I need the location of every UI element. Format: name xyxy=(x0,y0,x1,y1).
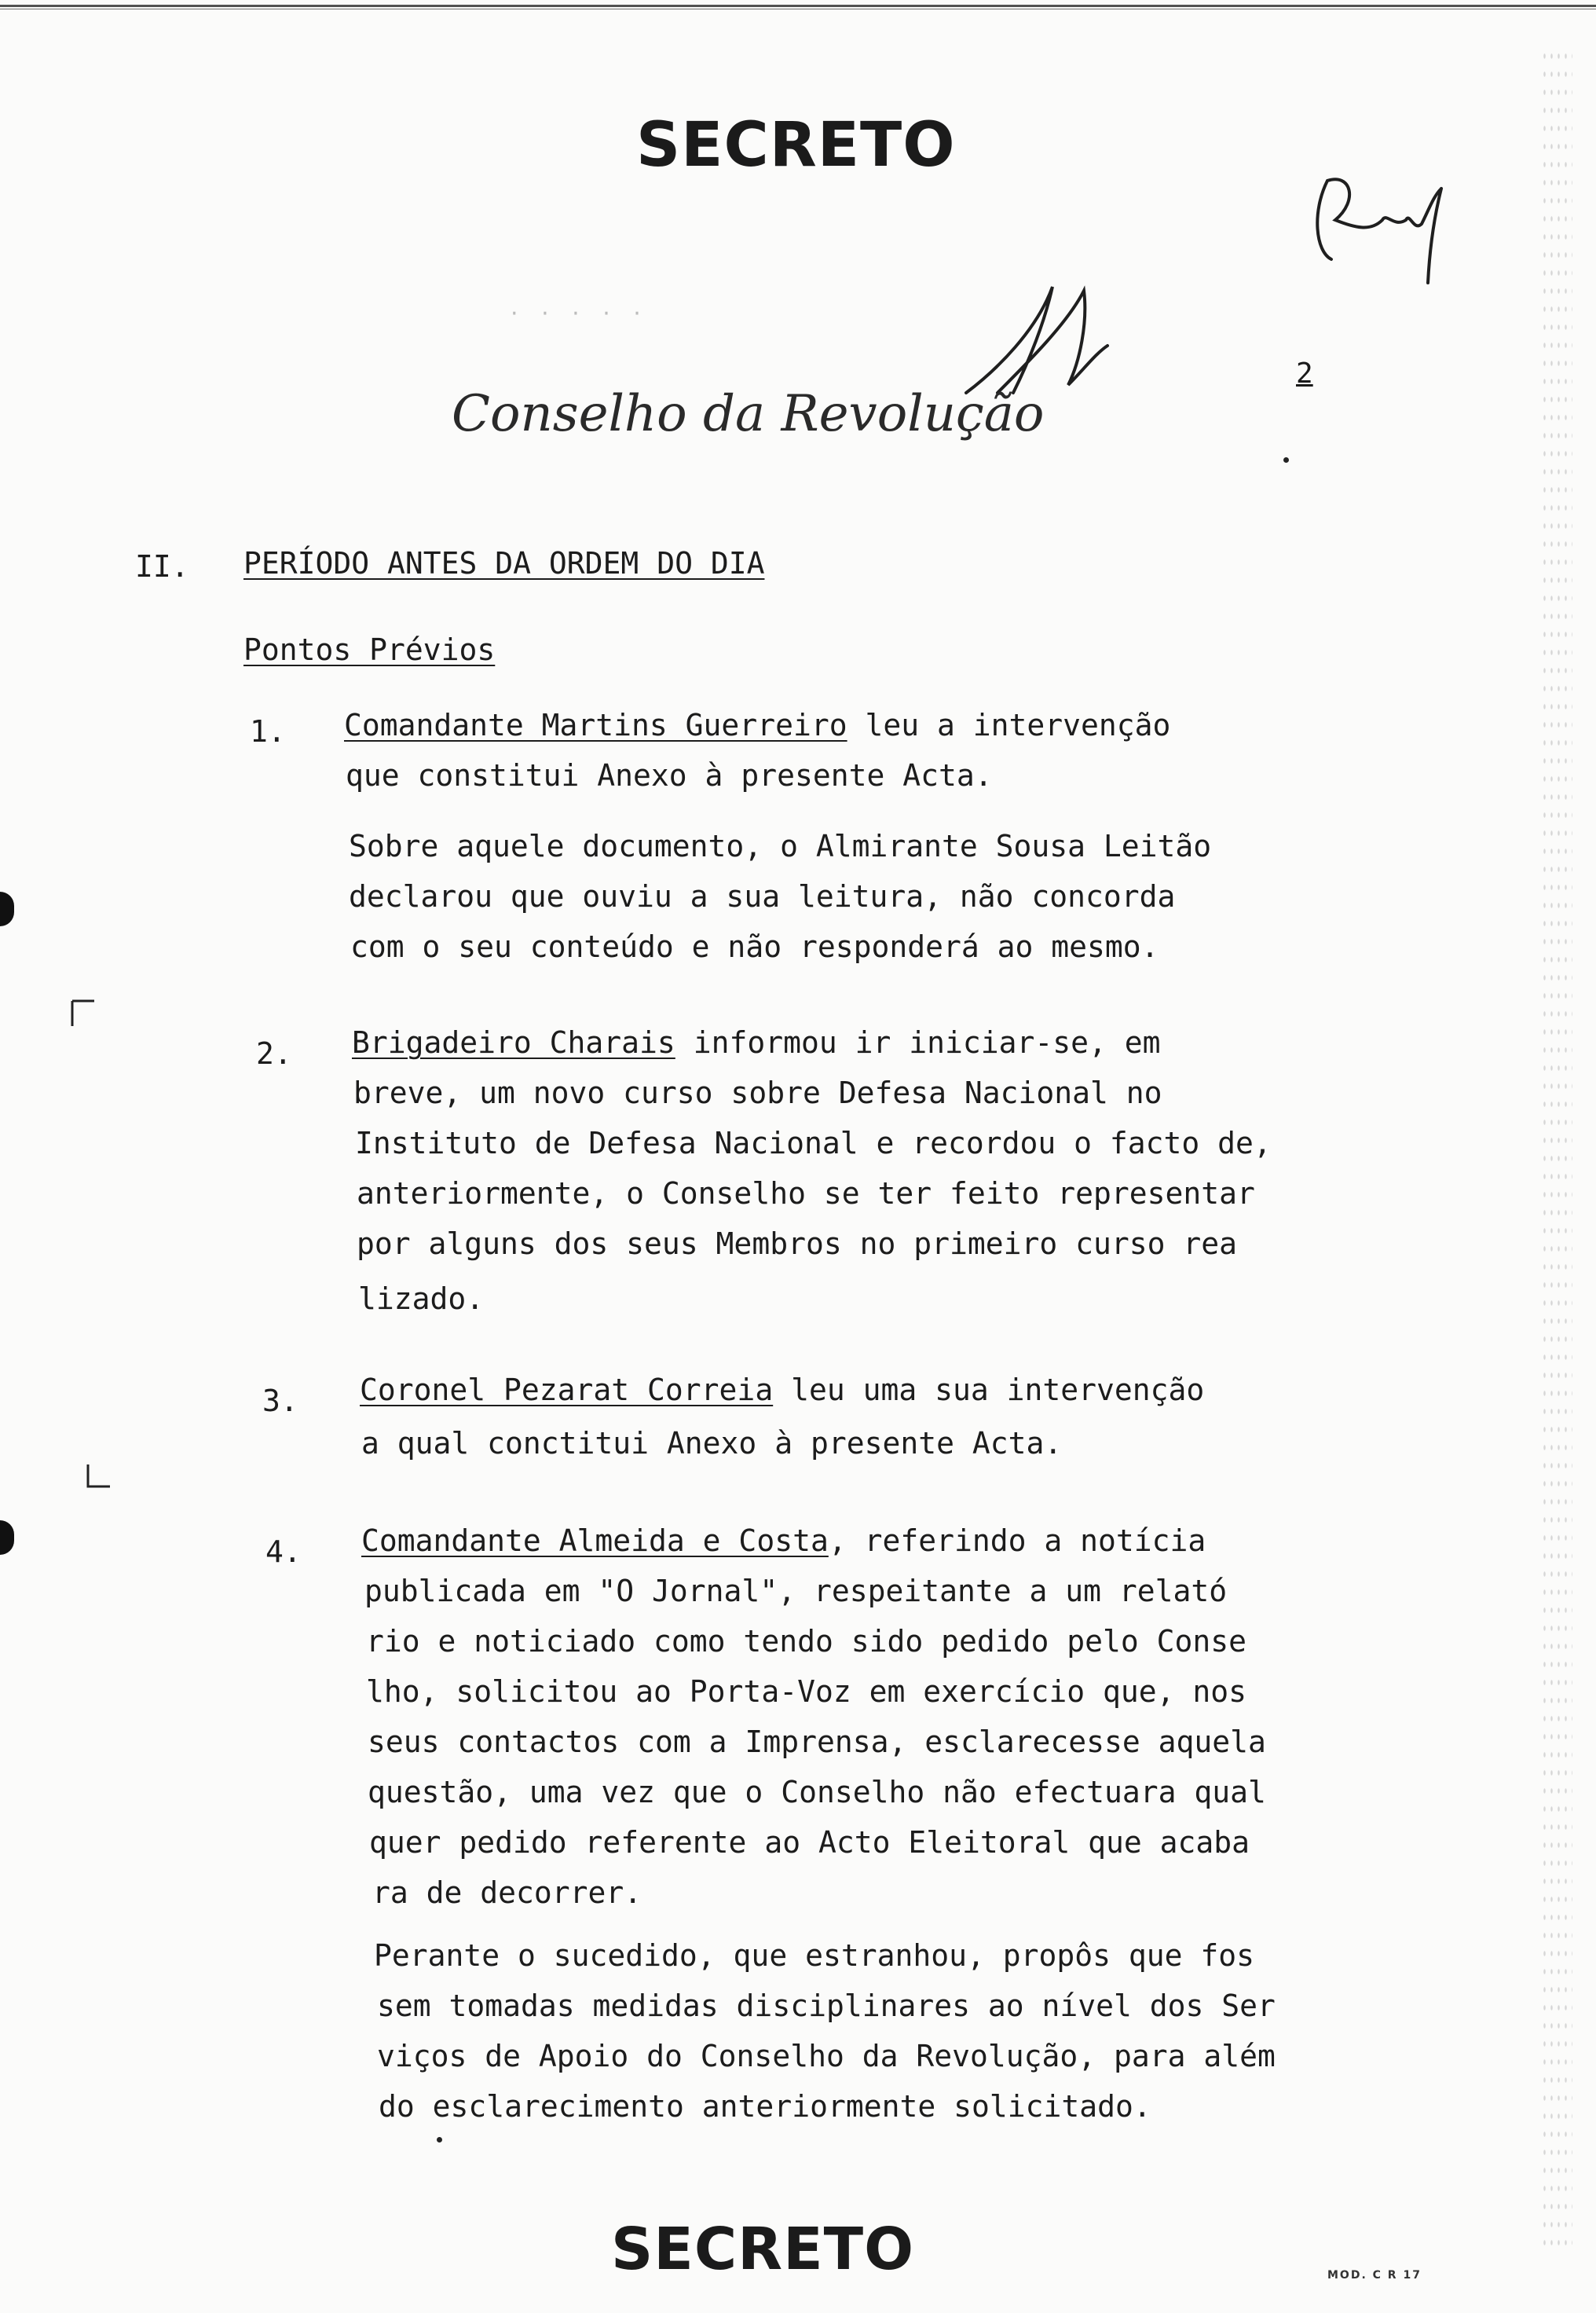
item-1-speaker: Comandante Martins Guerreiro xyxy=(344,708,847,742)
punch-hole xyxy=(0,892,14,926)
item-4-cont-1: Perante o sucedido, que estranhou, propôs que fos xyxy=(374,1938,1255,1973)
punch-hole xyxy=(0,1520,14,1555)
item-1-cont-2: declarou que ouviu a sua leitura, não concorda xyxy=(349,879,1176,914)
classification-stamp-top: SECRETO xyxy=(636,110,956,181)
item-3-line-2: a qual conctitui Anexo à presente Acta. xyxy=(361,1426,1063,1461)
scan-edge-right xyxy=(1541,47,1572,2247)
item-2-speaker: Brigadeiro Charais xyxy=(352,1025,675,1060)
item-4-line-7: quer pedido referente ao Acto Eleitoral que acaba xyxy=(369,1825,1250,1860)
signature-initials-right xyxy=(1296,157,1453,291)
item-2-line-6: lizado. xyxy=(358,1281,485,1316)
margin-bracket-top xyxy=(68,998,99,1029)
item-3-number: 3. xyxy=(262,1384,298,1418)
item-2-line-2: breve, um novo curso sobre Defesa Nacional no xyxy=(353,1076,1162,1110)
item-4-speaker: Comandante Almeida e Costa xyxy=(361,1523,829,1558)
item-1-cont-3: com o seu conteúdo e não responderá ao mesmo. xyxy=(350,929,1159,964)
scan-edge-top xyxy=(0,5,1596,11)
item-4-line-8: ra de decorrer. xyxy=(372,1875,642,1910)
item-2-line-3: Instituto de Defesa Nacional e recordou o facto de, xyxy=(355,1126,1272,1160)
section-title: PERÍODO ANTES DA ORDEM DO DIA xyxy=(243,546,765,581)
item-1-cont-1: Sobre aquele documento, o Almirante Sousa Leitão xyxy=(349,829,1212,863)
letterhead-title: Conselho da Revolução xyxy=(452,385,1045,443)
item-4-cont-2: sem tomadas medidas disciplinares ao nível dos Ser xyxy=(377,1989,1276,2023)
faint-stamp-mark: · · · · · xyxy=(511,300,649,328)
item-4-line-4: lho, solicitou ao Porta-Voz em exercício que, nos xyxy=(366,1674,1247,1709)
item-4-line-2: publicada em "O Jornal", respeitante a um relató xyxy=(364,1574,1228,1608)
item-2-line-5: por alguns dos seus Membros no primeiro curso rea xyxy=(357,1226,1238,1261)
page-number: 2 xyxy=(1296,357,1313,390)
section-subtitle: Pontos Prévios xyxy=(243,632,496,667)
item-4-cont-3: viços de Apoio do Conselho da Revolução, para além xyxy=(377,2039,1276,2073)
item-2-line-1: Brigadeiro Charais informou ir iniciar-se, em xyxy=(352,1025,1161,1060)
item-2-number: 2. xyxy=(256,1036,292,1071)
item-4-number: 4. xyxy=(265,1534,302,1569)
form-code: MOD. C R 17 xyxy=(1327,2269,1422,2282)
speck xyxy=(1283,457,1289,463)
item-1-line-1: Comandante Martins Guerreiro leu a intervenção xyxy=(344,708,1171,742)
item-1-number: 1. xyxy=(250,714,286,749)
item-3-speaker: Coronel Pezarat Correia xyxy=(360,1373,774,1407)
item-4-line-1: Comandante Almeida e Costa, referindo a notícia xyxy=(361,1523,1206,1558)
margin-bracket-bottom xyxy=(83,1461,115,1493)
item-4-cont-4: do esclarecimento anteriormente solicitado. xyxy=(379,2089,1151,2124)
item-4-line-3: rio e noticiado como tendo sido pedido pelo Conse xyxy=(366,1624,1247,1659)
item-1-line-2: que constitui Anexo à presente Acta. xyxy=(346,758,993,793)
item-4-line-5: seus contactos com a Imprensa, esclarecesse aquela xyxy=(368,1725,1266,1759)
item-2-line-4: anteriormente, o Conselho se ter feito representar xyxy=(357,1176,1255,1211)
speck xyxy=(437,2137,442,2143)
classification-stamp-bottom: SECRETO xyxy=(611,2216,915,2283)
item-3-line-1: Coronel Pezarat Correia leu uma sua intervenção xyxy=(360,1373,1205,1407)
item-4-line-6: questão, uma vez que o Conselho não efectuara qual xyxy=(368,1775,1266,1809)
section-numeral: II. xyxy=(135,549,189,584)
